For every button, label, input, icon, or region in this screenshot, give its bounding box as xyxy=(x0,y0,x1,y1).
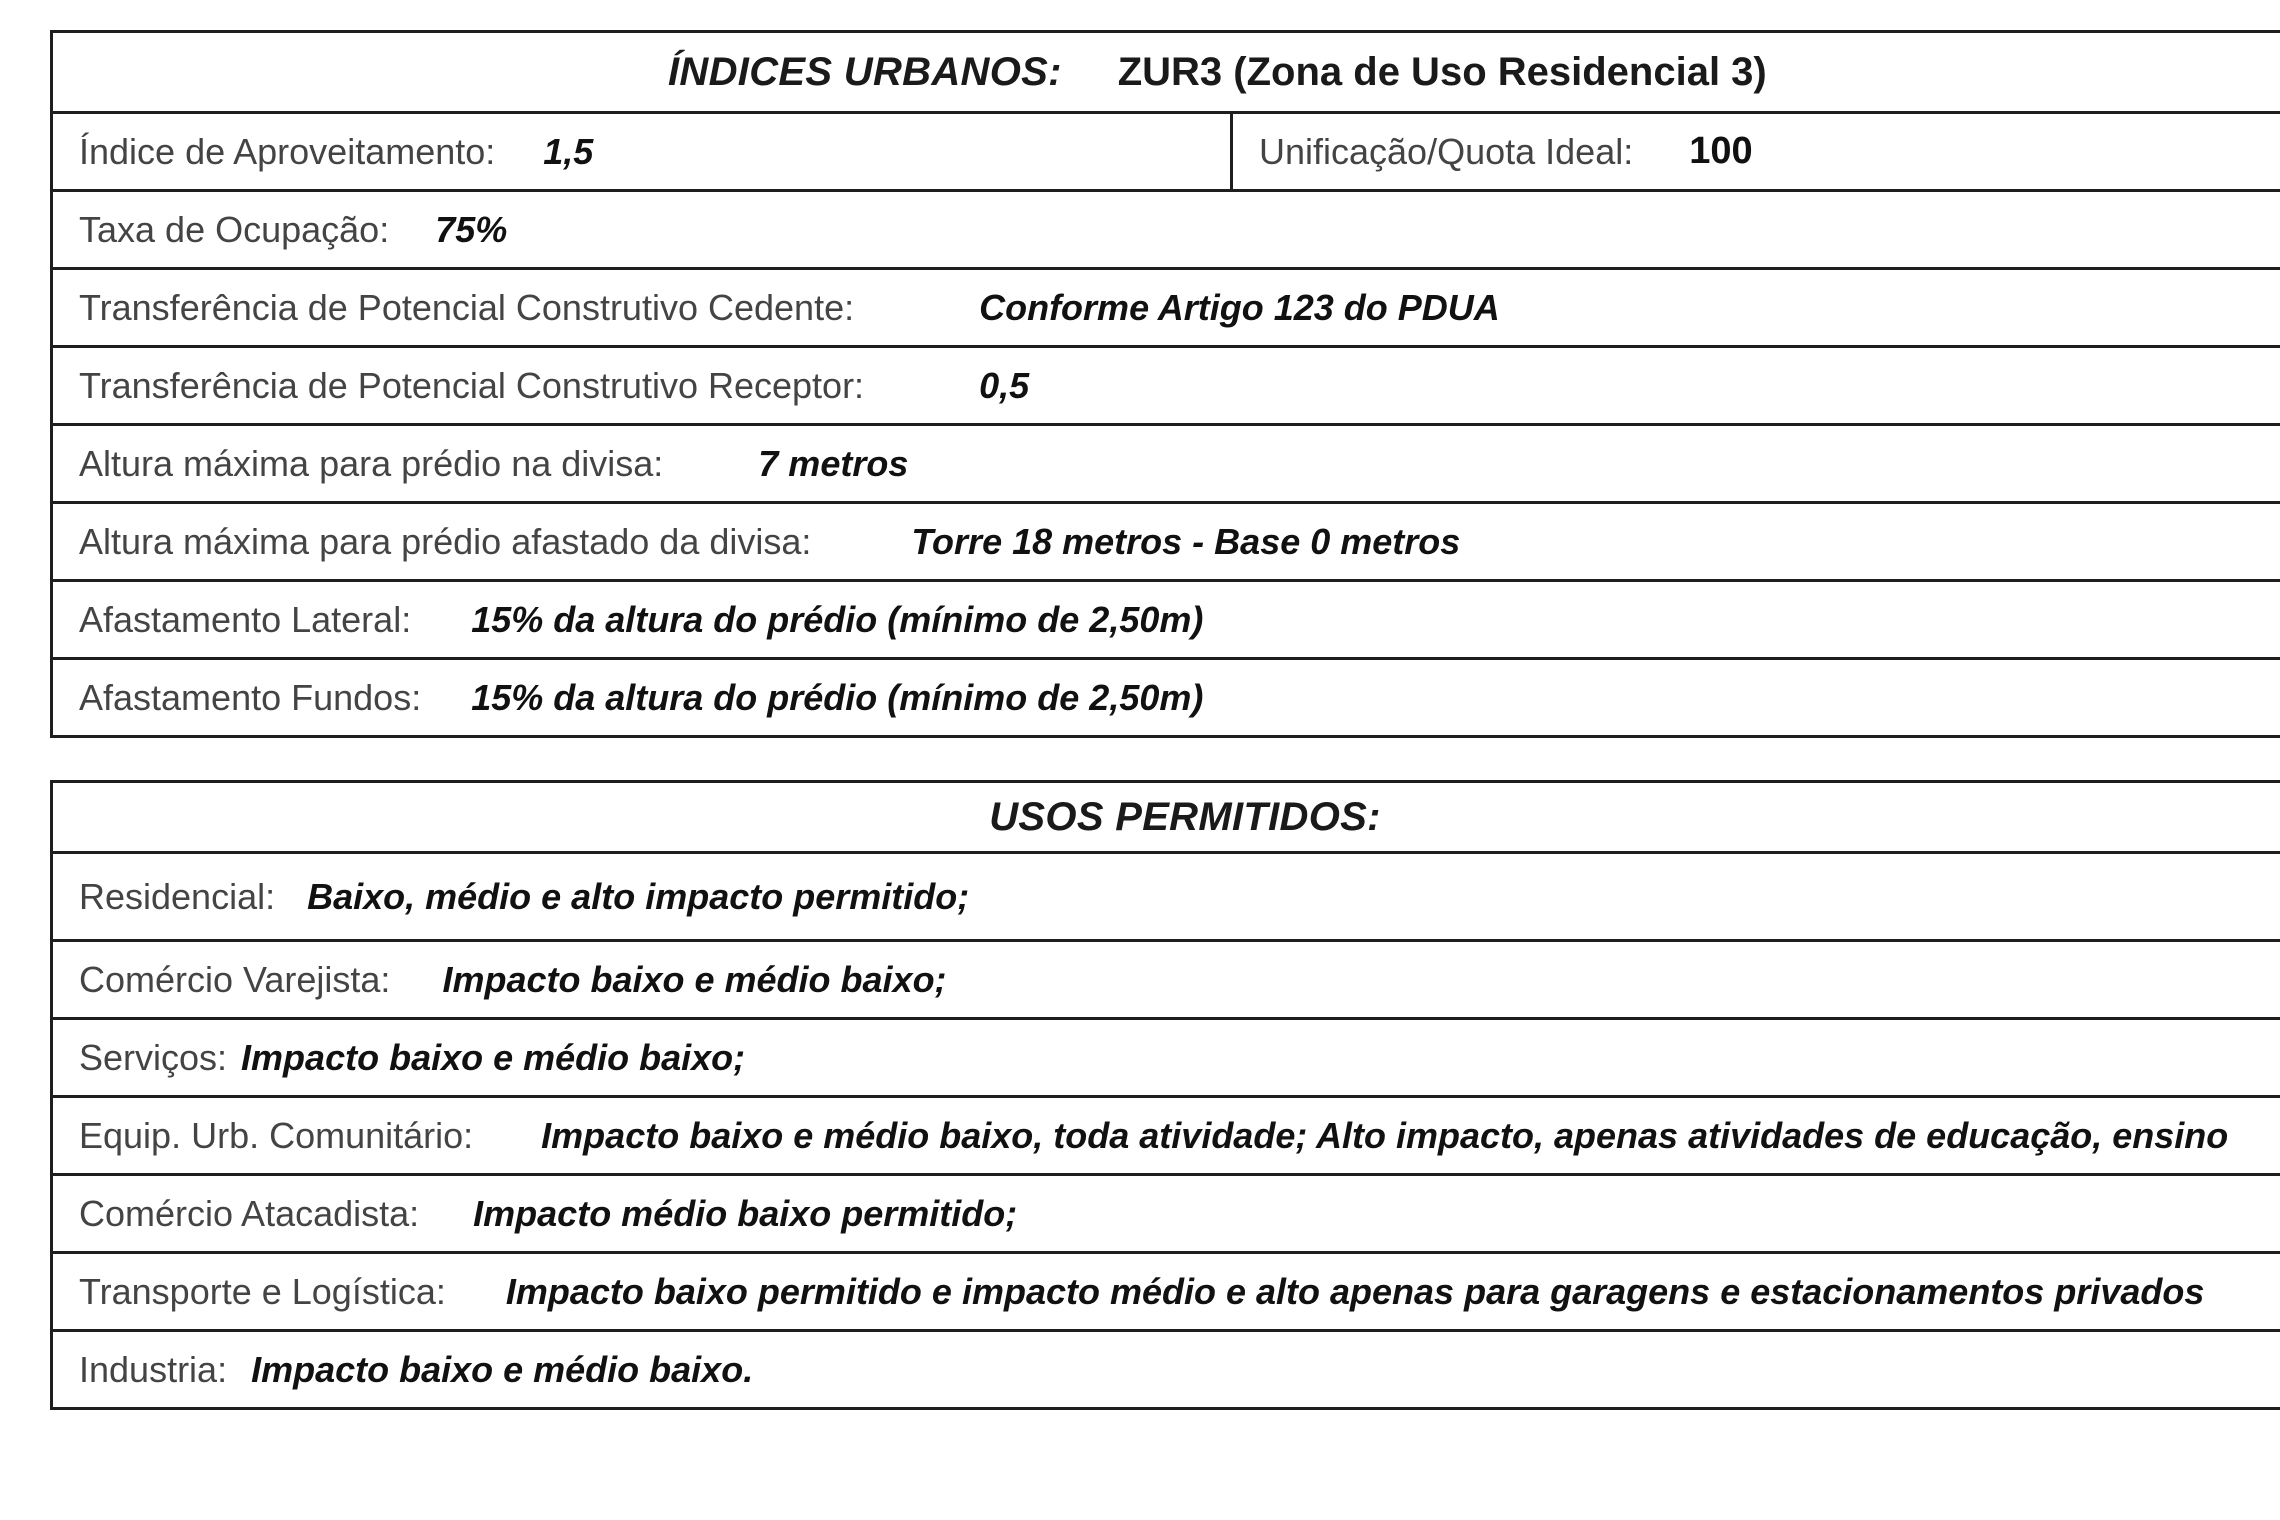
indices-urbanos-table xyxy=(50,30,2280,738)
row-value: 7 metros xyxy=(758,442,909,484)
indices-row-altura-afastado xyxy=(53,501,2280,579)
row-label: Transferência de Potencial Construtivo Cedente: xyxy=(79,286,855,328)
quota-ideal-cell xyxy=(1233,114,1753,189)
row-value: 75% xyxy=(435,208,508,250)
row-value: Impacto baixo e médio baixo; xyxy=(241,1036,746,1078)
row-label: Afastamento Fundos: xyxy=(79,676,422,718)
usos-row-comercio-varejista xyxy=(53,939,2280,1017)
indices-header-row xyxy=(53,33,2280,111)
indices-row-afastamento-lateral xyxy=(53,579,2280,657)
row-label: Equip. Urb. Comunitário: xyxy=(79,1114,474,1156)
row-label: Unificação/Quota Ideal: xyxy=(1259,130,1634,172)
aproveitamento-cell xyxy=(53,114,1233,189)
indices-row-aproveitamento xyxy=(53,111,2280,189)
usos-row-servicos xyxy=(53,1017,2280,1095)
indices-row-receptor xyxy=(53,345,2280,423)
row-value: 15% da altura do prédio (mínimo de 2,50m) xyxy=(471,598,1204,640)
row-label: Comércio Atacadista: xyxy=(79,1192,420,1234)
usos-row-industria xyxy=(53,1329,2280,1407)
row-label: Índice de Aproveitamento: xyxy=(79,130,496,172)
usos-row-equip-urb xyxy=(53,1095,2280,1173)
row-value: Baixo, médio e alto impacto permitido; xyxy=(307,875,970,917)
row-label: Transporte e Logística: xyxy=(79,1270,446,1312)
row-value: 1,5 xyxy=(543,130,594,172)
row-label: Taxa de Ocupação: xyxy=(79,208,390,250)
row-value: Torre 18 metros - Base 0 metros xyxy=(911,520,1461,562)
indices-row-taxa-ocupacao xyxy=(53,189,2280,267)
row-label: Comércio Varejista: xyxy=(79,958,391,1000)
indices-title: ÍNDICES URBANOS: xyxy=(668,49,1062,94)
usos-row-comercio-atacadista xyxy=(53,1173,2280,1251)
row-label: Industria: xyxy=(79,1348,228,1390)
row-label: Serviços: xyxy=(79,1036,228,1078)
row-value: Impacto baixo e médio baixo; xyxy=(442,958,947,1000)
row-label: Transferência de Potencial Construtivo Receptor: xyxy=(79,364,865,406)
row-value: 0,5 xyxy=(979,364,1030,406)
row-value: 100 xyxy=(1689,130,1753,172)
usos-row-transporte xyxy=(53,1251,2280,1329)
usos-row-residencial xyxy=(53,851,2280,939)
indices-row-altura-divisa xyxy=(53,423,2280,501)
row-value: 15% da altura do prédio (mínimo de 2,50m) xyxy=(471,676,1204,718)
row-value: Impacto baixo permitido e impacto médio e alto apenas para garagens e estacionamentos privados xyxy=(505,1270,2205,1312)
row-label: Afastamento Lateral: xyxy=(79,598,412,640)
row-label: Altura máxima para prédio afastado da divisa: xyxy=(79,520,812,562)
row-label: Residencial: xyxy=(79,875,276,917)
row-value: Impacto médio baixo permitido; xyxy=(473,1192,1018,1234)
row-value: Impacto baixo e médio baixo, toda atividade; Alto impacto, apenas atividades de educação, ensino xyxy=(541,1114,2229,1156)
usos-header-row xyxy=(53,783,2280,851)
usos-title: USOS PERMITIDOS: xyxy=(989,794,1381,839)
row-value: Impacto baixo e médio baixo. xyxy=(251,1348,754,1390)
row-label: Altura máxima para prédio na divisa: xyxy=(79,442,664,484)
indices-row-cedente xyxy=(53,267,2280,345)
row-value: Conforme Artigo 123 do PDUA xyxy=(979,286,1500,328)
indices-row-afastamento-fundos xyxy=(53,657,2280,735)
usos-permitidos-table xyxy=(50,780,2280,1410)
zone-name: ZUR3 (Zona de Uso Residencial 3) xyxy=(1117,49,1767,94)
